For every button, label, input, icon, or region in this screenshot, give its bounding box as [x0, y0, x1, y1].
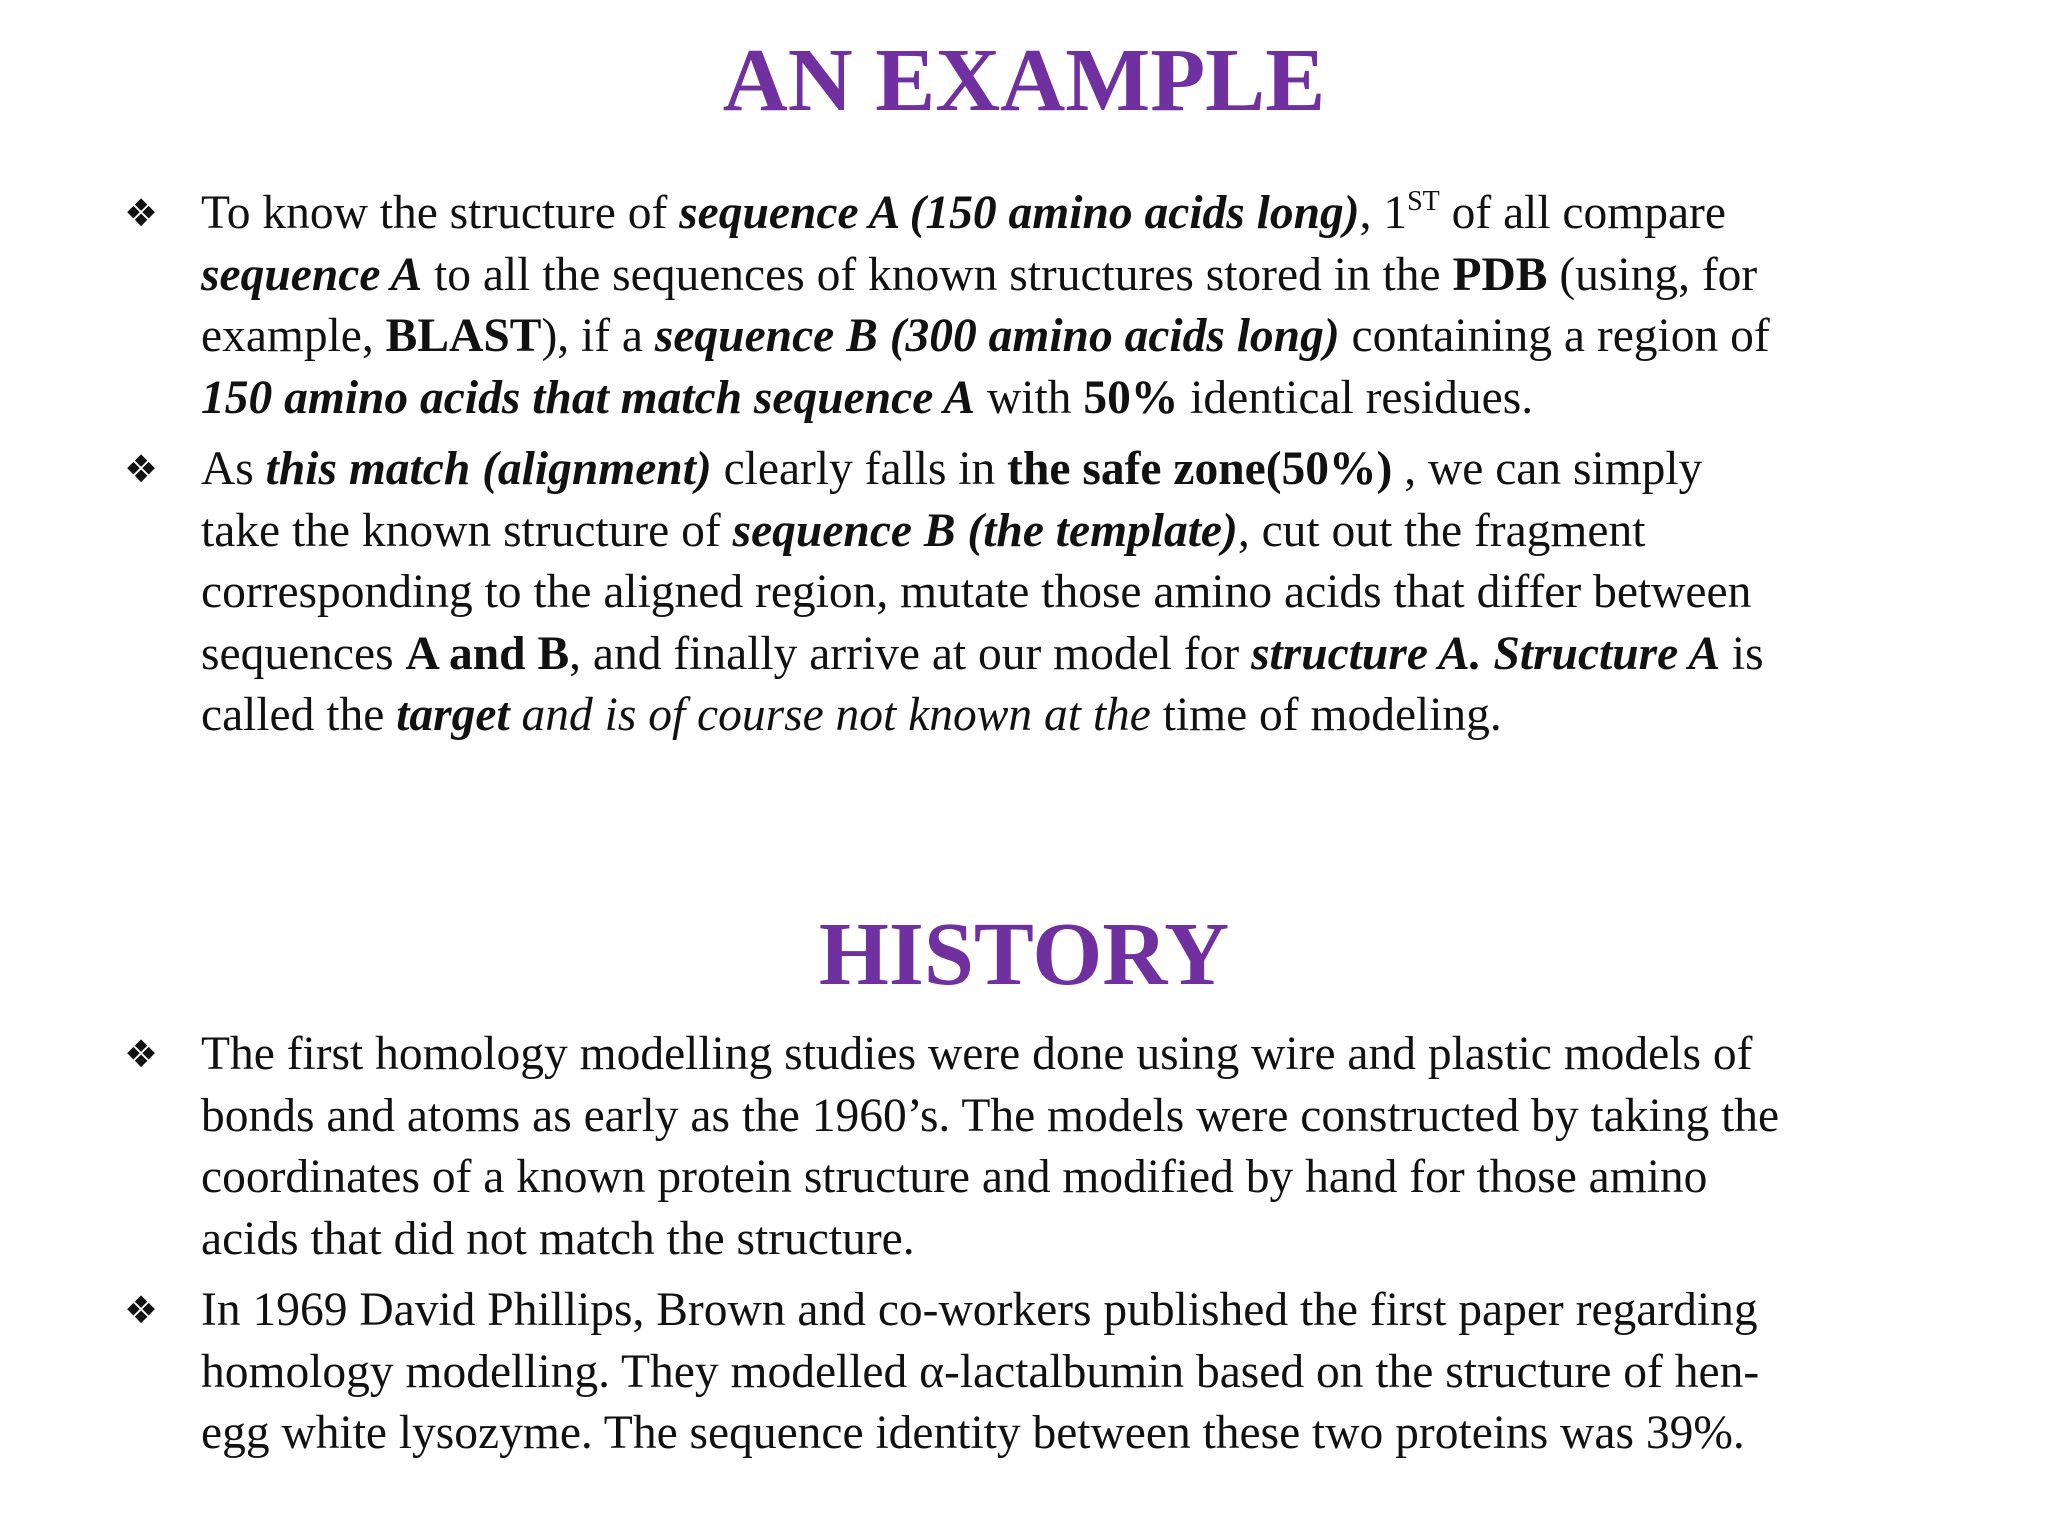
bullet-item [0, 1024, 1921, 1270]
example-section [0, 183, 2048, 757]
text-line: The first homology modelling studies were done using wire and plastic models of [201, 1028, 1753, 1080]
text-line: called the target and is of course not known at the time of modeling. [201, 689, 1502, 741]
bullet-item [0, 1280, 1921, 1465]
bullet-item [0, 183, 1921, 429]
text-line: homology modelling. They modelled α-lactalbumin based on the structure of hen- [201, 1345, 1760, 1398]
text-line: To know the structure of sequence A (150 amino acids long), 1ST of all compare [201, 186, 1726, 239]
bullet-item [0, 439, 1921, 747]
diamond-bullet-icon: ❖ [124, 191, 159, 235]
text-line: In 1969 David Phillips, Brown and co-workers published the first paper regarding [201, 1284, 1758, 1336]
text-line: take the known structure of sequence B (the template), cut out the fragment [201, 504, 1646, 557]
diamond-bullet-icon: ❖ [124, 1288, 159, 1332]
diamond-bullet-icon: ❖ [124, 1032, 159, 1076]
text-line: As this match (alignment) clearly falls in the safe zone(50%) , we can simply [201, 443, 1703, 495]
diamond-bullet-icon: ❖ [124, 447, 159, 491]
text-line: 150 amino acids that match sequence A with 50% identical residues. [201, 371, 1534, 424]
history-section [0, 1024, 2048, 1475]
text-line: bonds and atoms as early as the 1960’s. The models were constructed by taking the [201, 1089, 1780, 1142]
text-line: example, BLAST), if a sequence B (300 amino acids long) containing a region of [201, 310, 1770, 362]
text-line: coordinates of a known protein structure and modified by hand for those amino [201, 1151, 1708, 1203]
text-line: sequences A and B, and finally arrive at our model for structure A. Structure A is [201, 627, 1764, 680]
text-line: egg white lysozyme. The sequence identity between these two proteins was 39%. [201, 1407, 1745, 1459]
text-line: acids that did not match the structure. [201, 1212, 915, 1265]
example-heading: AN EXAMPLE [722, 31, 1326, 130]
text-line: sequence A to all the sequences of known structures stored in the PDB (using, for [201, 248, 1758, 301]
history-heading: HISTORY [818, 905, 1230, 1004]
text-line: corresponding to the aligned region, mutate those amino acids that differ between [201, 566, 1752, 618]
